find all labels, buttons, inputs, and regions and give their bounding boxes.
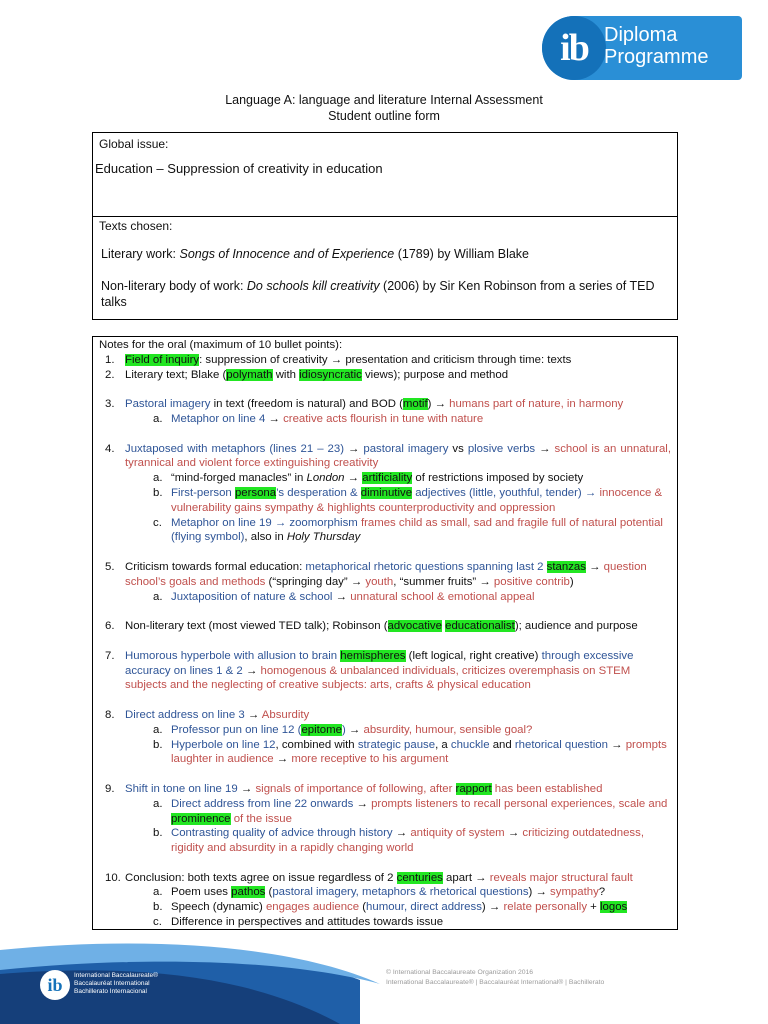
note-text: (“springing day” →	[265, 575, 366, 588]
note-text: unnatural school & emotional appeal	[350, 590, 535, 603]
sub-bullet	[99, 915, 671, 930]
highlighted-term: advocative	[387, 620, 442, 633]
note-text: strategic pause	[357, 738, 436, 751]
note-text: )	[341, 723, 346, 736]
highlighted-term: persona	[234, 486, 277, 499]
note-text: views); purpose and method	[361, 368, 509, 381]
highlighted-term: logos	[600, 901, 628, 914]
note-text: Hyperbole on line 12	[171, 738, 276, 751]
bullet-number: 7.	[105, 649, 115, 662]
bullet-number: b.	[153, 827, 163, 840]
note-bullet	[99, 708, 671, 723]
note-text: creative acts flourish in tune with nature	[283, 412, 484, 425]
note-text: Criticism towards formal education:	[125, 560, 306, 573]
note-text: reveals major structural fault	[489, 871, 633, 884]
spacer	[99, 634, 671, 649]
highlighted-term: diminutive	[360, 486, 413, 499]
note-text: innocence & vulnerability gains sympathy & highlights counterproductivity and oppression	[171, 486, 663, 514]
note-text: Contrasting quality of advice through history	[171, 827, 393, 840]
document-title	[0, 92, 768, 124]
note-text: →	[353, 797, 372, 810]
note-text: Direct address on line 3	[125, 708, 245, 721]
bullet-number: 4.	[105, 442, 115, 455]
bullet-number: 5.	[105, 560, 115, 573]
highlighted-term: centuries	[396, 871, 443, 884]
note-text: apart →	[442, 871, 490, 884]
note-text: ’s desperation &	[276, 486, 361, 499]
bullet-number: 1.	[105, 353, 115, 366]
global-issue-value: Education – Suppression of creativity in education	[95, 161, 383, 176]
note-text: prompts laughter in audience	[171, 738, 667, 766]
bullet-number: a.	[153, 472, 163, 485]
notes-heading: Notes for the oral (maximum of 10 bullet points):	[99, 339, 343, 351]
notes-box	[92, 336, 678, 930]
bullet-number: b.	[153, 486, 163, 499]
note-text: in text (freedom is natural) and BOD (	[210, 398, 403, 411]
note-text: Humorous hyperbole with allusion to brain	[125, 649, 341, 662]
note-text: engages audience	[265, 901, 360, 914]
bullet-number: 2.	[105, 368, 115, 381]
note-text: Holy Thursday	[286, 531, 361, 544]
note-text: First-person	[171, 486, 235, 499]
footer-copyright: © International Baccalaureate Organization 2016 International Baccalaureate® | Baccalauréat International® | Bachillerato	[386, 969, 605, 986]
note-bullet	[99, 368, 671, 383]
note-text: Poem uses	[171, 886, 232, 899]
note-text: homogenous & unbalanced individuals, criticizes overemphasis on STEM subjects and the neglecting of creative subjects: arts, crafts & physical education	[125, 664, 631, 692]
highlighted-term: pathos	[231, 886, 266, 899]
note-text: criticizing outdatedness, rigidity and absurdity in a rapidly changing world	[171, 827, 644, 855]
note-bullet	[99, 560, 671, 590]
bullet-number: 10.	[105, 871, 121, 884]
bullet-number: c.	[153, 916, 162, 929]
spacer	[99, 693, 671, 708]
bullet-number: a.	[153, 412, 163, 425]
spacer	[99, 427, 671, 442]
bullet-number: a.	[153, 723, 163, 736]
global-issue-section	[93, 133, 677, 217]
spacer	[99, 382, 671, 397]
sub-bullet	[99, 826, 671, 856]
note-text: ) →	[427, 398, 450, 411]
bullet-number: b.	[153, 738, 163, 751]
note-text: through excessive accuracy on lines 1 & 2	[125, 649, 634, 677]
note-text: Metaphor on line 19 → zoomorphism	[171, 516, 358, 529]
sub-bullet	[99, 900, 671, 915]
global-issue-label: Global issue:	[99, 137, 169, 151]
note-text: →	[237, 782, 256, 795]
note-text: adjectives (little, youthful, tender) →	[412, 486, 600, 499]
note-text: Literary text; Blake (	[125, 368, 227, 381]
note-text: Juxtaposition of nature & school	[171, 590, 333, 603]
sub-bullet	[99, 486, 671, 516]
logo-text: Diploma Programme	[604, 24, 709, 68]
note-text: , also in	[244, 531, 287, 544]
note-text: pastoral imagery, metaphors & rhetorical questions	[272, 886, 529, 899]
note-text: youth	[365, 575, 394, 588]
highlighted-term: motif	[402, 398, 428, 411]
bullet-number: c.	[153, 516, 162, 529]
note-text: →	[265, 412, 284, 425]
note-text: school is an unnatural, tyrannical and violent force extinguishing creativity	[125, 442, 671, 470]
note-text: →	[535, 442, 555, 455]
note-text: signals of importance of following, after	[255, 782, 456, 795]
bullet-number: a.	[153, 886, 163, 899]
note-text: →	[242, 664, 261, 677]
sub-bullet	[99, 590, 671, 605]
note-text: +	[587, 901, 600, 914]
note-text: Direct address from line 22 onwards	[171, 797, 354, 810]
sub-bullet	[99, 723, 671, 738]
bullet-number: a.	[153, 590, 163, 603]
sub-bullet	[99, 738, 671, 768]
note-text: more receptive to his argument	[291, 753, 449, 766]
note-text: , a	[435, 738, 451, 751]
highlighted-term: idiosyncratic	[299, 368, 362, 381]
note-text: (left logical, right creative)	[405, 649, 539, 662]
bullet-number: 8.	[105, 708, 115, 721]
highlighted-term: epitome	[301, 723, 342, 736]
note-text: humour, direct address	[366, 901, 482, 914]
non-literary-work: Non-literary body of work: Do schools kill creativity (2006) by Sir Ken Robinson from a series of TED talks	[101, 279, 655, 309]
note-text: metaphorical rhetoric questions spanning last 2	[305, 560, 547, 573]
note-text: , “summer fruits” →	[393, 575, 494, 588]
note-text: →	[344, 442, 364, 455]
highlighted-term: artificiality	[362, 472, 413, 485]
note-text: )	[569, 575, 574, 588]
footer-org-name: International Baccalaureate® Baccalauréat International Bachillerato Internacional	[74, 972, 158, 995]
note-text: pastoral imagery	[363, 442, 449, 455]
sub-bullet	[99, 412, 671, 427]
note-text: ?	[598, 886, 606, 899]
note-text: of the issue	[230, 812, 292, 825]
note-text: Pastoral imagery	[125, 398, 211, 411]
note-text: Shift in tone on line 19	[125, 782, 238, 795]
note-bullet	[99, 782, 671, 797]
bullet-number: 6.	[105, 620, 115, 633]
note-bullet	[99, 619, 671, 634]
spacer	[99, 767, 671, 782]
note-text: Speech (dynamic)	[171, 901, 266, 914]
note-text: ) →	[481, 901, 504, 914]
highlighted-term: rapport	[455, 782, 492, 795]
page-title: Language A: language and literature Internal Assessment	[225, 93, 543, 107]
note-text: prompts listeners to recall personal experiences, scale and	[371, 797, 668, 810]
note-bullet	[99, 353, 671, 368]
spacer	[99, 545, 671, 560]
sub-bullet	[99, 516, 671, 546]
note-text: of restrictions imposed by society	[412, 472, 584, 485]
ib-small-logo-icon: ib	[40, 970, 70, 1000]
note-text: frames child as small, sad and fragile full of natural potential	[357, 516, 663, 529]
note-text: Professor pun on line 12 (	[171, 723, 302, 736]
note-text: (	[359, 901, 367, 914]
note-text: sympathy	[550, 886, 599, 899]
note-text: vs	[448, 442, 468, 455]
bullet-number: 3.	[105, 398, 115, 411]
note-text: , combined with	[275, 738, 358, 751]
texts-chosen-label: Texts chosen:	[99, 219, 173, 233]
highlighted-term: stanzas	[546, 560, 586, 573]
bullet-number: a.	[153, 797, 163, 810]
notes-list	[99, 353, 671, 930]
note-text: →	[344, 472, 363, 485]
spacer	[99, 856, 671, 871]
highlighted-term: Field of inquiry	[125, 353, 200, 366]
note-bullet	[99, 649, 671, 693]
note-text: has been established	[491, 782, 603, 795]
note-text: (	[265, 886, 273, 899]
highlighted-term: prominence	[171, 812, 231, 825]
literary-work: Literary work: Songs of Innocence and of Experience (1789) by William Blake	[101, 247, 529, 261]
note-bullet	[99, 397, 671, 412]
sub-bullet	[99, 885, 671, 900]
note-text: →	[392, 827, 411, 840]
note-text: →	[607, 738, 626, 751]
bullet-number: b.	[153, 901, 163, 914]
note-text: →	[345, 723, 364, 736]
note-text: Metaphor on line 4	[171, 412, 266, 425]
diploma-programme-logo	[542, 16, 742, 80]
note-text: (flying symbol)	[171, 531, 245, 544]
bullet-number: 9.	[105, 782, 115, 795]
sub-bullet	[99, 471, 671, 486]
sub-bullet	[99, 797, 671, 827]
note-bullet	[99, 442, 671, 472]
note-text: humans part of nature, in harmony	[449, 398, 624, 411]
note-text: relate personally	[503, 901, 588, 914]
note-text: absurdity, humour, sensible goal?	[363, 723, 533, 736]
note-text: Non-literary text (most viewed TED talk); Robinson (	[125, 620, 388, 633]
note-text: →	[273, 753, 292, 766]
note-text: →	[332, 590, 351, 603]
note-text: Juxtaposed with metaphors (lines 21 – 23)	[125, 442, 344, 455]
spacer	[99, 604, 671, 619]
note-text: antiquity of system	[410, 827, 505, 840]
note-text: with	[272, 368, 300, 381]
note-bullet	[99, 871, 671, 886]
note-text: “mind-forged manacles” in	[171, 472, 307, 485]
note-text: Conclusion: both texts agree on issue regardless of 2	[125, 871, 397, 884]
highlighted-term: polymath	[226, 368, 273, 381]
note-text: →	[244, 708, 262, 721]
note-text: Difference in perspectives and attitudes towards issue	[171, 916, 444, 929]
note-text: positive contrib	[493, 575, 570, 588]
note-text: ) →	[528, 886, 551, 899]
note-text: London	[306, 472, 345, 485]
note-text: : suppression of creativity → presentation and criticism through time: texts	[199, 353, 572, 366]
note-text: ); audience and purpose	[514, 620, 638, 633]
outline-form-box	[92, 132, 678, 320]
note-text: and	[489, 738, 515, 751]
note-text: question school’s goals and methods	[125, 560, 647, 588]
note-text: Absurdity	[261, 708, 310, 721]
highlighted-term: educationalist	[445, 620, 515, 633]
page-subtitle: Student outline form	[328, 109, 440, 123]
note-text: →	[585, 560, 604, 573]
note-text: plosive verbs	[467, 442, 536, 455]
note-text: →	[504, 827, 523, 840]
note-text: rhetorical question	[514, 738, 608, 751]
ib-logo-icon: ib	[542, 16, 606, 80]
note-text: chuckle	[450, 738, 490, 751]
highlighted-term: hemispheres	[340, 649, 406, 662]
